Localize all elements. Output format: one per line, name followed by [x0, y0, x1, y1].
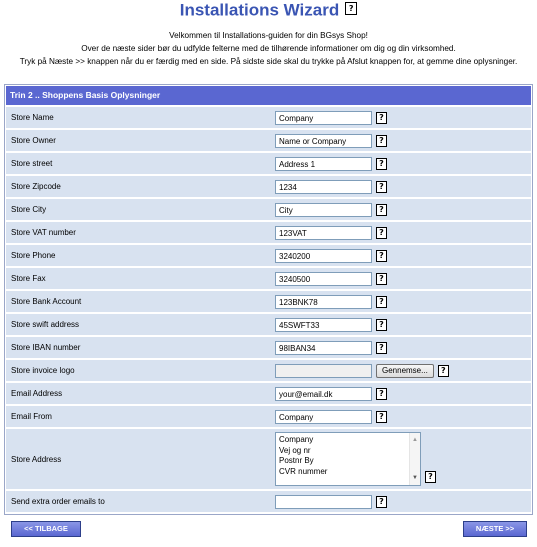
email-address-input[interactable]: your@email.dk: [275, 387, 372, 401]
field-label: Store Fax: [11, 274, 46, 283]
row-store-zipcode: [6, 176, 531, 197]
help-icon[interactable]: ?: [376, 342, 387, 354]
textarea-line: Vej og nr: [279, 445, 311, 455]
help-icon[interactable]: ?: [376, 227, 387, 239]
help-icon[interactable]: ?: [376, 319, 387, 331]
field-label: Store Zipcode: [11, 182, 61, 191]
help-icon[interactable]: ?: [376, 388, 387, 400]
field-label: Store Address: [11, 454, 62, 464]
field-label: Store Name: [11, 113, 54, 122]
intro-line: Velkommen til Installations-guiden for din BGsys Shop!: [169, 31, 368, 40]
field-label: Store VAT number: [11, 228, 76, 237]
row-store-iban: [6, 337, 531, 358]
help-icon[interactable]: ?: [376, 204, 387, 216]
field-label: Store IBAN number: [11, 343, 81, 352]
textarea-scrollbar[interactable]: [409, 433, 420, 485]
help-icon[interactable]: ?: [376, 273, 387, 285]
row-store-name: [6, 107, 531, 128]
field-label: Store street: [11, 159, 53, 168]
help-icon[interactable]: ?: [376, 158, 387, 170]
field-label: Store Bank Account: [11, 297, 82, 306]
store-name-input[interactable]: Company: [275, 111, 372, 125]
row-store-street: [6, 153, 531, 174]
store-fax-input[interactable]: 3240500: [275, 272, 372, 286]
store-bank-account-input[interactable]: 123BNK78: [275, 295, 372, 309]
store-phone-input[interactable]: 3240200: [275, 249, 372, 263]
field-label: Email From: [11, 412, 52, 421]
store-vat-input[interactable]: 123VAT: [275, 226, 372, 240]
row-store-vat: [6, 222, 531, 243]
help-icon[interactable]: ?: [376, 250, 387, 262]
invoice-logo-file-input[interactable]: [275, 364, 372, 378]
intro-line: Over de næste sider bør du udfylde felterne med de tilhørende informationer om dig og din virksomhed.: [81, 44, 456, 53]
wizard-form: [4, 84, 533, 515]
help-icon[interactable]: ?: [376, 135, 387, 147]
page-title: [0, 0, 537, 20]
intro-text: [0, 29, 537, 68]
store-street-input[interactable]: Address 1: [275, 157, 372, 171]
store-address-textarea[interactable]: [275, 432, 421, 486]
section-header: Trin 2 .. Shoppens Basis Oplysninger: [6, 86, 531, 105]
intro-line: Tryk på Næste >> knappen når du er færdig med en side. På sidste side skal du trykke på Afslut knappen for, at gemme dine oplysninger.: [19, 57, 518, 66]
textarea-line: Postnr By: [279, 456, 314, 465]
scroll-down-arrow-icon[interactable]: ▼: [412, 474, 418, 481]
help-icon[interactable]: ?: [376, 112, 387, 124]
help-icon[interactable]: ?: [438, 365, 449, 377]
field-label: Send extra order emails to: [11, 497, 105, 506]
field-label: Store City: [11, 205, 47, 214]
next-button[interactable]: NÆSTE >>: [463, 521, 527, 537]
help-icon[interactable]: ?: [425, 471, 436, 483]
row-email-from: [6, 406, 531, 427]
help-icon[interactable]: ?: [376, 496, 387, 508]
row-store-swift: [6, 314, 531, 335]
back-button[interactable]: << TILBAGE: [11, 521, 81, 537]
row-email-address: [6, 383, 531, 404]
row-store-bank-account: [6, 291, 531, 312]
email-from-input[interactable]: Company: [275, 410, 372, 424]
browse-button[interactable]: Gennemse...: [376, 364, 434, 378]
field-label: Store swift address: [11, 320, 80, 329]
textarea-line: Company: [279, 435, 314, 444]
textarea-line: CVR nummer: [279, 466, 328, 476]
field-label: Store Phone: [11, 251, 56, 260]
page-title-text: Installations Wizard: [179, 0, 340, 20]
row-store-address: [6, 429, 531, 489]
row-store-phone: [6, 245, 531, 266]
store-iban-input[interactable]: 98IBAN34: [275, 341, 372, 355]
store-swift-input[interactable]: 45SWFT33: [275, 318, 372, 332]
help-icon[interactable]: ?: [345, 2, 357, 15]
store-owner-input[interactable]: Name or Company: [275, 134, 372, 148]
row-extra-order-emails: [6, 491, 531, 512]
field-label: Email Address: [11, 389, 63, 398]
row-store-fax: [6, 268, 531, 289]
row-store-city: [6, 199, 531, 220]
scroll-up-arrow-icon[interactable]: ▲: [412, 437, 418, 443]
help-icon[interactable]: ?: [376, 181, 387, 193]
extra-order-emails-input[interactable]: [275, 495, 372, 509]
help-icon[interactable]: ?: [376, 296, 387, 308]
field-label: Store invoice logo: [11, 366, 75, 375]
store-city-input[interactable]: City: [275, 203, 372, 217]
field-label: Store Owner: [11, 136, 56, 145]
row-store-invoice-logo: [6, 360, 531, 381]
help-icon[interactable]: ?: [376, 411, 387, 423]
store-zipcode-input[interactable]: 1234: [275, 180, 372, 194]
row-store-owner: [6, 130, 531, 151]
